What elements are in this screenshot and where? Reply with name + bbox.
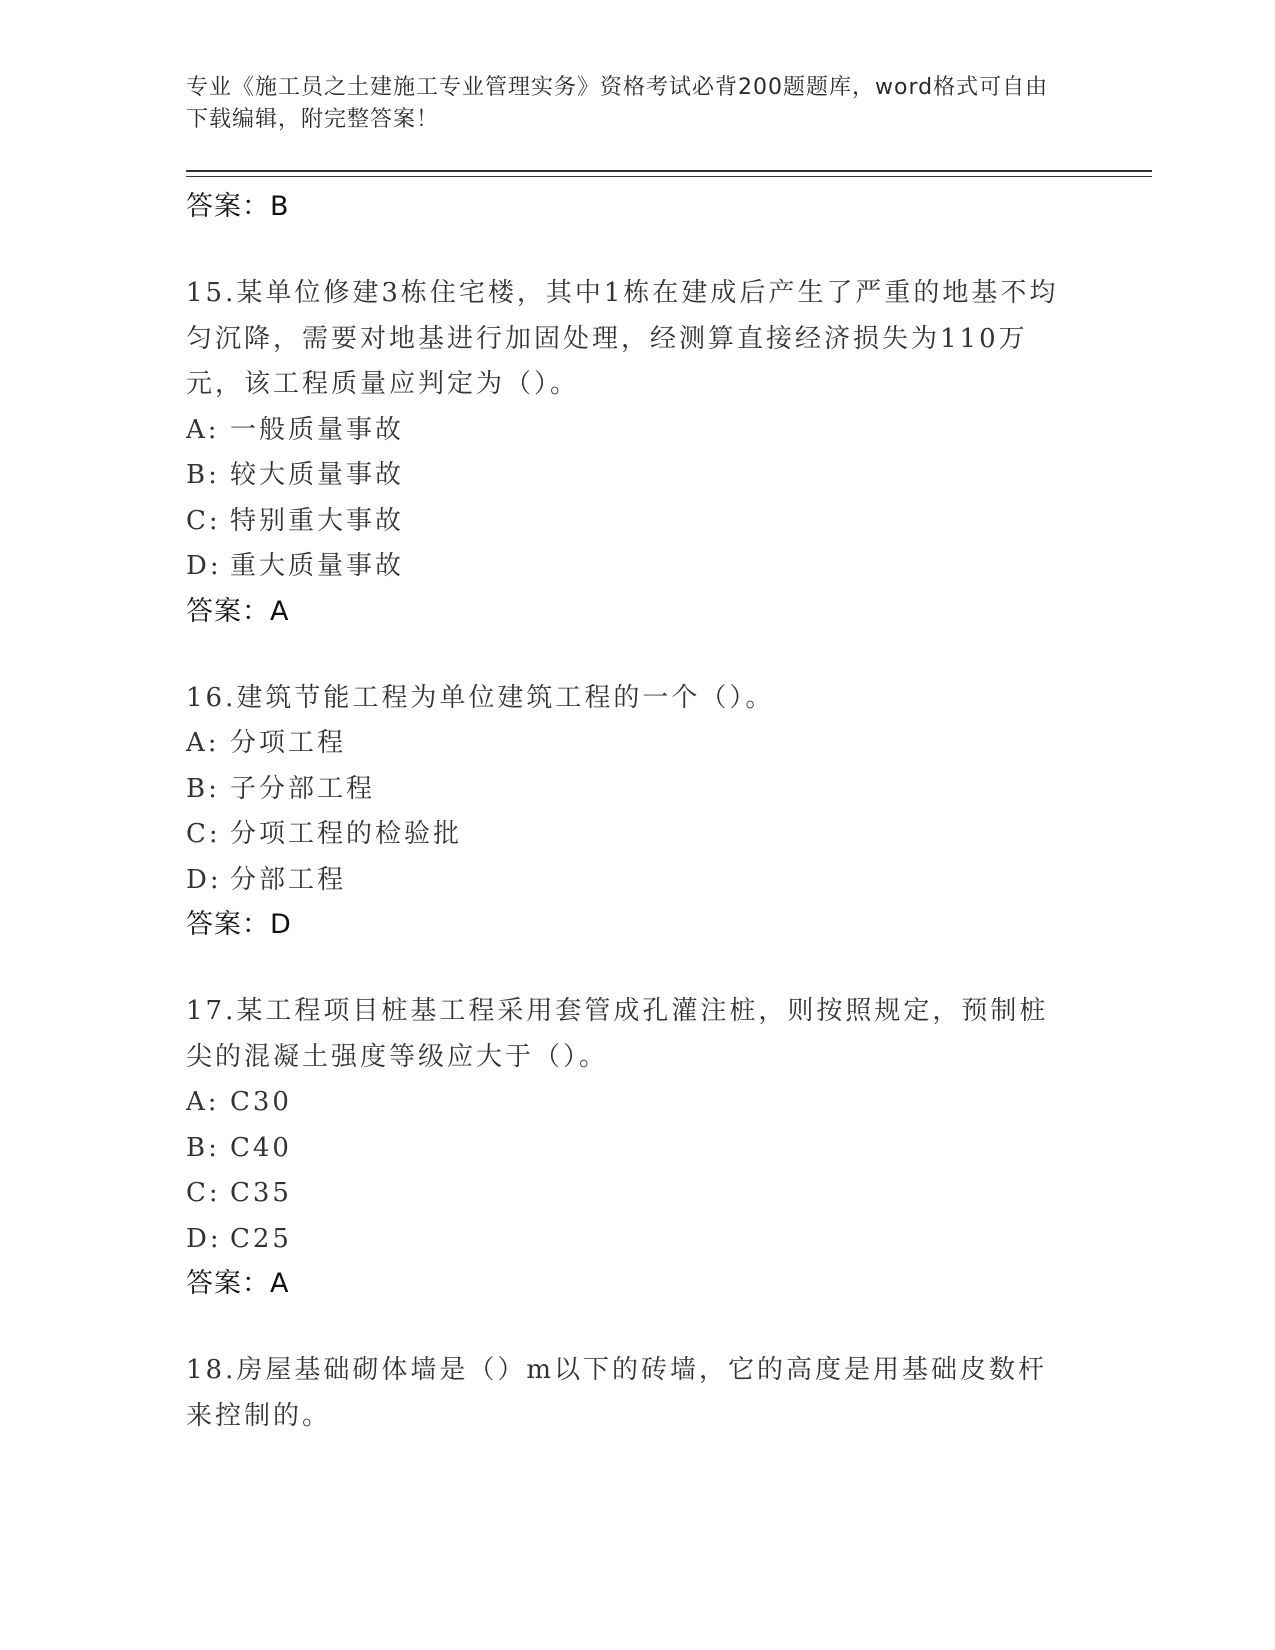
option-text: C30 <box>230 1087 292 1117</box>
question-text: 18.房屋基础砌体墙是（）m以下的砖墙，它的高度是用基础皮数杆来控制的。 <box>186 1355 1048 1431</box>
question-text: 17.某工程项目桩基工程采用套管成孔灌注桩，则按照规定，预制桩尖的混凝土强度等级应大于（）。 <box>186 996 1049 1072</box>
option-c <box>186 812 1152 858</box>
answer-line: 答案：B <box>186 191 290 222</box>
option-text: 重大质量事故 <box>230 551 405 581</box>
option-letter: A: <box>186 414 220 445</box>
option-letter: C: <box>186 819 221 849</box>
option-text: C40 <box>230 1132 292 1163</box>
question-item <box>186 989 1152 1306</box>
option-d <box>186 1217 1152 1263</box>
option-letter: D: <box>186 551 222 581</box>
header-divider <box>186 170 1152 177</box>
option-c <box>186 499 1152 545</box>
answer-line: 答案：A <box>186 595 290 627</box>
option-letter: C: <box>186 505 221 536</box>
option-b <box>186 453 1152 499</box>
option-b <box>186 1126 1152 1172</box>
option-text: 较大质量事故 <box>230 460 405 490</box>
option-c <box>186 1171 1152 1217</box>
option-text: 特别重大事故 <box>230 505 405 536</box>
option-letter: B: <box>186 1132 220 1163</box>
question-item <box>186 271 1152 634</box>
option-text: 分项工程 <box>230 728 347 758</box>
option-text: C35 <box>230 1178 292 1208</box>
option-letter: D: <box>186 864 222 895</box>
option-d <box>186 858 1152 904</box>
option-letter: A: <box>186 728 220 758</box>
option-a <box>186 721 1152 767</box>
question-text: 16.建筑节能工程为单位建筑工程的一个（）。 <box>186 682 775 713</box>
document-page <box>186 72 1152 1439</box>
option-text: 分项工程的检验批 <box>230 819 463 849</box>
question-item <box>186 1348 1152 1439</box>
option-text: 子分部工程 <box>230 773 376 804</box>
option-letter: B: <box>186 460 220 490</box>
question-text: 15.某单位修建3栋住宅楼，其中1栋在建成后产生了严重的地基不均匀沉降，需要对地基进行加固处理，经测算直接经济损失为110万元，该工程质量应判定为（）。 <box>186 278 1059 399</box>
option-letter: D: <box>186 1223 222 1254</box>
option-letter: B: <box>186 773 220 804</box>
option-letter: A: <box>186 1087 220 1117</box>
option-a <box>186 408 1152 454</box>
answer-line: 答案：D <box>186 909 292 940</box>
answer-line: 答案：A <box>186 1268 290 1299</box>
option-a <box>186 1080 1152 1126</box>
option-text: C25 <box>230 1223 292 1254</box>
option-b <box>186 767 1152 813</box>
question-item <box>186 676 1152 948</box>
option-d <box>186 544 1152 590</box>
option-letter: C: <box>186 1178 221 1208</box>
option-text: 一般质量事故 <box>230 414 405 445</box>
option-text: 分部工程 <box>230 864 347 895</box>
document-header: 专业《施工员之土建施工专业管理实务》资格考试必背200题题库，word格式可自由下载编辑，附完整答案！ <box>186 75 1049 132</box>
